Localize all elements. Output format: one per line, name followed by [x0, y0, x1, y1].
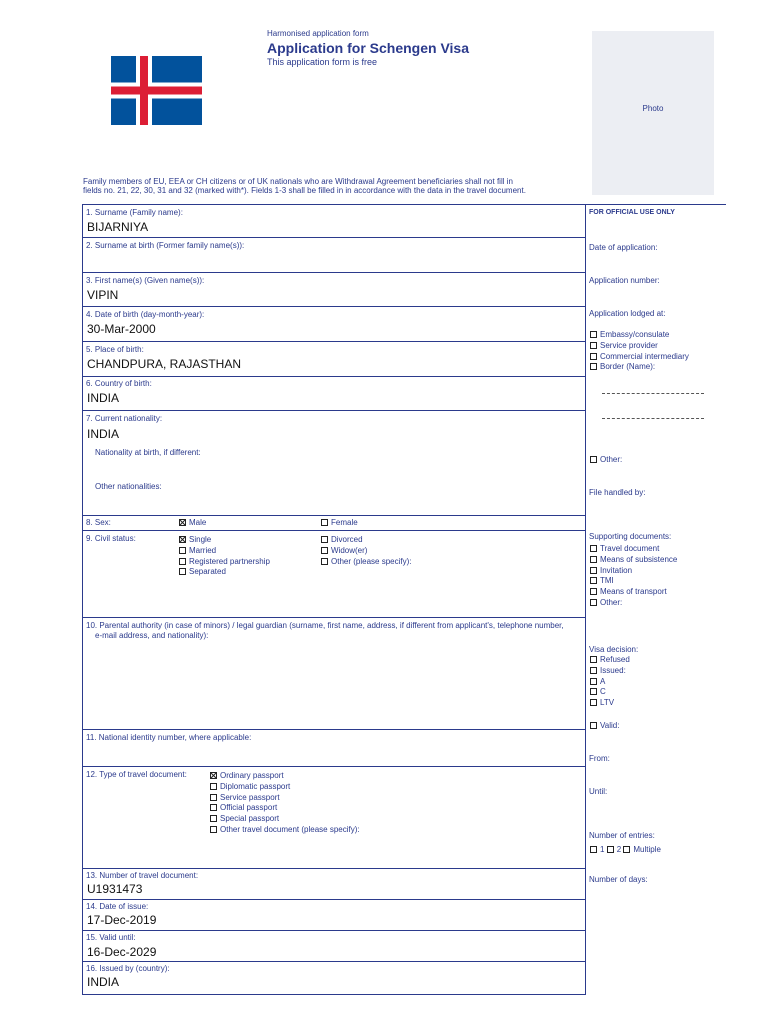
civil-separated-option[interactable] — [179, 567, 270, 578]
entries-options — [590, 845, 661, 856]
vd-ltv-label: LTV — [600, 698, 615, 708]
civil-partnership-label: Registered partnership — [189, 556, 270, 566]
border-option[interactable] — [590, 362, 689, 373]
checkbox-icon[interactable] — [590, 667, 597, 674]
field-7-nationality-value[interactable]: INDIA — [87, 427, 120, 441]
number-of-days-label: Number of days: — [589, 875, 648, 884]
field-10-label-line-2: e-mail address, and nationality): — [95, 631, 209, 640]
checkbox-icon[interactable] — [590, 599, 597, 606]
field-13-document-number-value[interactable]: U1931473 — [87, 882, 143, 896]
vd-c-label: C — [600, 687, 606, 697]
valid-option[interactable] — [590, 721, 619, 732]
field-3-first-name-value[interactable]: VIPIN — [87, 288, 119, 302]
field-6-country-of-birth-value[interactable]: INDIA — [87, 391, 120, 405]
sd-tmi-label: TMI — [600, 576, 614, 586]
photo-label: Photo — [642, 104, 664, 113]
sex-female-label: Female — [331, 518, 358, 527]
civil-widow-label: Widow(er) — [331, 545, 368, 555]
until-label: Until: — [589, 787, 608, 796]
doc-service-label: Service passport — [220, 792, 280, 802]
checkbox-icon[interactable] — [590, 722, 597, 729]
field-7-label: 7. Current nationality: — [86, 414, 163, 423]
entries-1-option[interactable] — [590, 845, 604, 854]
embassy-option[interactable] — [590, 330, 689, 341]
other-nationalities-label: Other nationalities: — [95, 482, 162, 491]
checkbox-icon[interactable] — [590, 331, 597, 338]
iceland-flag — [111, 56, 202, 125]
civil-single-option[interactable] — [179, 535, 270, 546]
civil-partnership-option[interactable] — [179, 557, 270, 568]
vd-a-option[interactable] — [590, 677, 630, 688]
field-4-dob-value[interactable]: 30-Mar-2000 — [87, 322, 156, 336]
file-handled-label: File handled by: — [589, 488, 646, 497]
notice-line-2: fields no. 21, 22, 30, 31 and 32 (marked with*). Fields 1-3 shall be filled in in accordance with the data in the travel document. — [83, 186, 526, 195]
embassy-label: Embassy/consulate — [600, 330, 670, 339]
checkbox-icon[interactable] — [590, 699, 597, 706]
field-8-label: 8. Sex: — [86, 518, 111, 527]
doc-special-option[interactable] — [210, 814, 360, 825]
checkbox-icon[interactable] — [321, 558, 328, 565]
doc-special-label: Special passport — [220, 814, 280, 824]
doc-official-label: Official passport — [220, 803, 278, 813]
civil-other-option[interactable] — [321, 557, 411, 568]
checkbox-icon[interactable] — [210, 794, 217, 801]
checkbox-icon[interactable] — [590, 353, 597, 360]
field-4-label: 4. Date of birth (day-month-year): — [86, 310, 205, 319]
doc-official-option[interactable] — [210, 803, 360, 814]
checkbox-icon[interactable] — [590, 656, 597, 663]
field-5-place-of-birth-value[interactable]: CHANDPURA, RAJASTHAN — [87, 357, 242, 371]
field-16-issued-by-value[interactable]: INDIA — [87, 975, 120, 989]
visa-decision-label: Visa decision: — [589, 645, 639, 654]
doc-ordinary-option[interactable] — [210, 771, 360, 782]
application-number-label: Application number: — [589, 276, 660, 285]
border-label: Border (Name): — [600, 362, 656, 372]
civil-separated-label: Separated — [189, 567, 226, 577]
sex-female-option[interactable] — [321, 518, 358, 529]
supporting-documents-label: Supporting documents: — [589, 532, 672, 541]
field-15-valid-until-value[interactable]: 16-Dec-2029 — [87, 945, 157, 959]
checkbox-icon[interactable] — [210, 815, 217, 822]
field-12-label: 12. Type of travel document: — [86, 770, 187, 779]
field-6-label: 6. Country of birth: — [86, 379, 152, 388]
vd-refused-label: Refused — [600, 655, 630, 664]
checkbox-icon[interactable] — [590, 342, 597, 349]
checkbox-icon[interactable] — [210, 783, 217, 790]
doc-ordinary-label: Ordinary passport — [220, 771, 284, 780]
checkbox-icon[interactable] — [590, 678, 597, 685]
vd-ltv-option[interactable] — [590, 698, 630, 709]
doc-other-label: Other travel document (please specify): — [220, 824, 360, 834]
civil-married-label: Married — [189, 545, 217, 555]
checkbox-icon[interactable] — [590, 688, 597, 695]
checkbox-checked-icon[interactable] — [179, 519, 186, 526]
entries-multiple-option[interactable] — [623, 845, 661, 854]
supporting-documents-options — [590, 544, 677, 609]
doc-other-option[interactable] — [210, 825, 360, 836]
sd-subsistence-option[interactable] — [590, 555, 677, 566]
checkbox-icon[interactable] — [179, 568, 186, 575]
doc-diplomatic-option[interactable] — [210, 782, 360, 793]
checkbox-icon[interactable] — [321, 536, 328, 543]
checkbox-icon[interactable] — [590, 577, 597, 584]
photo-box — [592, 31, 714, 195]
sd-invitation-label: Invitation — [600, 565, 633, 575]
entries-2-option[interactable] — [607, 845, 621, 854]
sd-subsistence-label: Means of subsistence — [600, 554, 678, 564]
civil-divorced-option[interactable] — [321, 535, 411, 546]
checkbox-icon[interactable] — [179, 547, 186, 554]
checkbox-checked-icon[interactable] — [179, 536, 186, 543]
notice-line-1: Family members of EU, EEA or CH citizens or of UK nationals who are Withdrawal Agreement beneficiaries shall not fill in — [83, 177, 513, 186]
commercial-option[interactable] — [590, 352, 689, 363]
checkbox-icon[interactable] — [179, 558, 186, 565]
from-label: From: — [589, 754, 610, 763]
service-provider-label: Service provider — [600, 340, 658, 350]
sd-transport-option[interactable] — [590, 587, 677, 598]
checkbox-icon[interactable] — [590, 846, 597, 853]
official-use-title: FOR OFFICIAL USE ONLY — [589, 209, 675, 216]
sd-other-option[interactable] — [590, 598, 677, 609]
civil-widow-option[interactable] — [321, 546, 411, 557]
civil-divorced-label: Divorced — [331, 535, 363, 544]
sd-travel-document-option[interactable] — [590, 544, 677, 555]
vd-c-option[interactable] — [590, 687, 630, 698]
checkbox-icon[interactable] — [321, 519, 328, 526]
field-3-label: 3. First name(s) (Given name(s)): — [86, 276, 205, 285]
form-title: Application for Schengen Visa — [267, 40, 470, 56]
vd-issued-option[interactable] — [590, 666, 630, 677]
checkbox-icon[interactable] — [210, 826, 217, 833]
field-1-surname-value[interactable]: BIJARNIYA — [87, 220, 149, 234]
field-2-label: 2. Surname at birth (Former family name(s)): — [86, 241, 245, 250]
border-name-line-2 — [602, 418, 704, 419]
sd-invitation-option[interactable] — [590, 566, 677, 577]
sd-travel-document-label: Travel document — [600, 544, 660, 553]
civil-status-right-options — [321, 535, 411, 567]
commercial-label: Commercial intermediary — [600, 351, 689, 361]
field-14-label: 14. Date of issue: — [86, 902, 149, 911]
service-provider-option[interactable] — [590, 341, 689, 352]
checkbox-checked-icon[interactable] — [210, 772, 217, 779]
vd-refused-option[interactable] — [590, 655, 630, 666]
sd-transport-label: Means of transport — [600, 587, 667, 597]
form-subtitle: Harmonised application form — [267, 29, 369, 38]
entries-2-label: 2 — [616, 845, 622, 854]
free-note: This application form is free — [267, 57, 378, 67]
number-of-entries-label: Number of entries: — [589, 831, 655, 840]
field-1-label: 1. Surname (Family name): — [86, 208, 183, 217]
lodged-at-label: Application lodged at: — [589, 309, 666, 318]
checkbox-icon[interactable] — [590, 456, 597, 463]
vd-issued-label: Issued: — [600, 665, 626, 675]
checkbox-icon[interactable] — [607, 846, 614, 853]
checkbox-icon[interactable] — [590, 556, 597, 563]
doc-diplomatic-label: Diplomatic passport — [220, 781, 291, 791]
date-of-application-label: Date of application: — [589, 243, 658, 252]
civil-other-label: Other (please specify): — [331, 556, 412, 566]
entries-1-label: 1 — [600, 845, 605, 854]
nationality-at-birth-label: Nationality at birth, if different: — [95, 448, 201, 457]
field-10-label-line-1: 10. Parental authority (in case of minors) / legal guardian (surname, first name, address, if different from applicant's, telephone number, — [86, 621, 564, 630]
checkbox-icon[interactable] — [590, 567, 597, 574]
visa-decision-options — [590, 655, 630, 709]
field-11-label: 11. National identity number, where applicable: — [86, 733, 252, 742]
field-14-date-of-issue-value[interactable]: 17-Dec-2019 — [87, 913, 157, 927]
sex-male-option[interactable] — [179, 518, 206, 529]
field-15-label: 15. Valid until: — [86, 933, 136, 942]
checkbox-icon[interactable] — [623, 846, 630, 853]
field-5-label: 5. Place of birth: — [86, 345, 144, 354]
civil-single-label: Single — [189, 535, 212, 544]
civil-married-option[interactable] — [179, 546, 270, 557]
valid-label: Valid: — [600, 721, 620, 730]
checkbox-icon[interactable] — [590, 588, 597, 595]
flag-image — [111, 56, 202, 125]
entries-multiple-label: Multiple — [633, 845, 661, 854]
checkbox-icon[interactable] — [321, 547, 328, 554]
field-16-label: 16. Issued by (country): — [86, 964, 170, 973]
sd-tmi-option[interactable] — [590, 576, 677, 587]
vd-a-label: A — [600, 676, 606, 686]
checkbox-icon[interactable] — [210, 804, 217, 811]
sex-male-label: Male — [189, 518, 207, 527]
sd-other-label: Other: — [600, 597, 623, 607]
checkbox-icon[interactable] — [590, 545, 597, 552]
lodged-at-options — [590, 330, 689, 373]
lodged-other-option[interactable] — [590, 455, 622, 466]
field-9-label: 9. Civil status: — [86, 534, 136, 543]
checkbox-icon[interactable] — [590, 363, 597, 370]
travel-document-options — [210, 771, 360, 836]
doc-service-option[interactable] — [210, 793, 360, 804]
civil-status-left-options — [179, 535, 270, 578]
field-13-label: 13. Number of travel document: — [86, 871, 199, 880]
lodged-other-label: Other: — [600, 455, 623, 464]
border-name-line — [602, 393, 704, 394]
